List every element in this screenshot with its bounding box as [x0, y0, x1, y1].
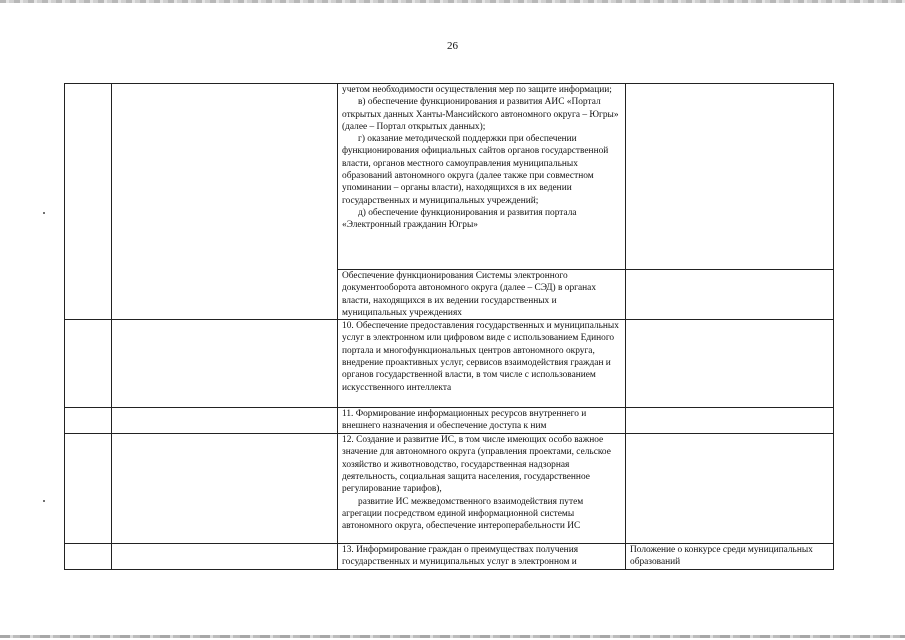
table-row: [65, 434, 834, 544]
program-table: [64, 83, 834, 570]
row-4-col-1: [65, 408, 112, 434]
row-5-col-4: [626, 434, 834, 544]
cell-paragraph: 12. Создание и развитие ИС, в том числе имеющих особо важное значение для автономного округа (управления проектами, сельское хозяйство и животноводство, государственная надзорная деятельность, социальная защита населения, государственное регулирование тарифов),: [342, 435, 611, 495]
scan-edge-bottom: [0, 635, 905, 638]
scan-speck: [43, 212, 45, 214]
row-3-col-1: [65, 320, 112, 408]
cell-paragraph: 11. Формирование информационных ресурсов внутреннего и внешнего назначения и обеспечение доступа к ним: [342, 409, 587, 432]
row-4-col-3: [338, 408, 626, 434]
cell-paragraph: д) обеспечение функционирования и развития портала «Электронный гражданин Югры»: [342, 207, 577, 231]
table-row: [65, 320, 834, 408]
row-1-col-3: [338, 84, 626, 270]
cell-paragraph: 10. Обеспечение предоставления государственных и муниципальных услуг в электронном или цифровом виде с использованием Единого портала и многофункциональных центров автономного округа, внедрение проактивных услуг, сервисов взаимодействия граждан и органов государственной власти, в том числе с использованием искусственного интеллекта: [342, 321, 619, 393]
row-5-col-3: [338, 434, 626, 544]
row-4-col-2: [112, 408, 338, 434]
cell-paragraph: в) обеспечение функционирования и развития АИС «Портал открытых данных Ханты-Мансийского автономного округа – Югры» (далее – Портал открытых данных);: [342, 97, 619, 132]
scan-speck: [43, 500, 45, 502]
table-row: [65, 408, 834, 434]
cell-paragraph: учетом необходимости осуществления мер по защите информации;: [342, 85, 612, 95]
row-1-col-1: [65, 84, 112, 320]
cell-paragraph: 13. Информирование граждан о преимуществах получения государственных и муниципальных услуг в электронном и: [342, 545, 579, 568]
row-1-col-2: [112, 84, 338, 320]
row-6-col-1: [65, 544, 112, 570]
table-row: [65, 544, 834, 570]
row-3-col-2: [112, 320, 338, 408]
row-2-col-4: [626, 270, 834, 320]
row-3-col-4: [626, 320, 834, 408]
page-number: 26: [447, 40, 458, 52]
row-1-col-4: [626, 84, 834, 270]
cell-paragraph: г) оказание методической поддержки при обеспечении функционирования официальных сайтов органов государственной власти, органов местного самоуправления муниципальных образований автономного округа (далее также при совместном упоминании – органы власти), находящихся в их ведении государственных и муниципальных учреждений;: [342, 134, 609, 206]
scan-edge-top: [0, 0, 905, 3]
table-row: [65, 84, 834, 270]
row-4-col-4: [626, 408, 834, 434]
row-2-col-3: [338, 270, 626, 320]
row-6-col-2: [112, 544, 338, 570]
row-6-col-4: Положение о конкурсе среди муниципальных образований: [626, 544, 834, 570]
row-6-col-3: [338, 544, 626, 570]
cell-paragraph: Обеспечение функционирования Системы электронного документооборота автономного округа (далее – СЭД) в органах власти, находящихся в их ведении государственных и муниципальных учреждениях: [342, 271, 597, 318]
row-5-col-2: [112, 434, 338, 544]
row-3-col-3: [338, 320, 626, 408]
row-5-col-1: [65, 434, 112, 544]
cell-paragraph: развитие ИС межведомственного взаимодействия путем агрегации посредством единой информационной системы автономного округа, обеспечение интероперабельности ИС: [342, 496, 584, 532]
